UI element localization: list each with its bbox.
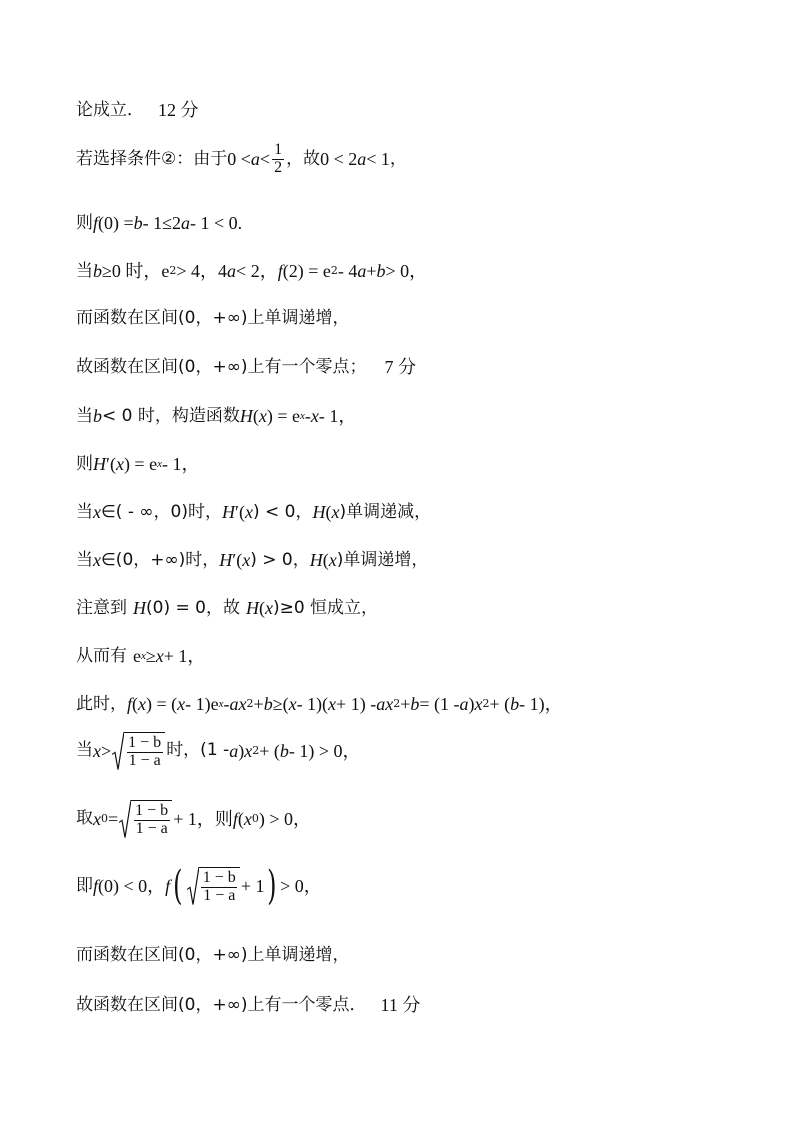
- fraction-denominator: 2: [274, 158, 283, 176]
- line-text: 当: [76, 260, 93, 281]
- math-text: - 1)，: [519, 694, 563, 714]
- math-text: 0 < 2: [320, 149, 358, 170]
- fraction-numerator: 1 − b: [128, 734, 162, 751]
- math-text: + (: [489, 694, 511, 714]
- math-var: x: [310, 406, 319, 426]
- line-text: )单调递增，: [336, 549, 429, 570]
- math-text: +: [253, 694, 264, 714]
- line-text: 当: [76, 405, 93, 426]
- math-text: e: [161, 261, 170, 281]
- line-text: 故函数在区间(0，+∞)上有一个零点．: [76, 994, 367, 1015]
- math-var: H: [222, 502, 235, 522]
- line-text: ) > 0，: [250, 549, 310, 570]
- math-text: >: [101, 740, 112, 761]
- math-var: a: [181, 213, 191, 233]
- line-text: 故函数在区间(0，+∞)上有一个零点；: [76, 356, 367, 377]
- line-text: ，故: [286, 148, 321, 169]
- fraction: [126, 735, 163, 770]
- math-var: x: [242, 550, 251, 570]
- math-var: b: [510, 694, 520, 714]
- math-text: (: [252, 406, 259, 426]
- math-var: x: [177, 694, 186, 714]
- math-text: ≥0 时，: [102, 261, 162, 281]
- math-text: > 4，4: [176, 261, 228, 281]
- math-text: (0) < 0，: [98, 876, 166, 896]
- text-line-1: [76, 101, 199, 119]
- math-text: > 0，: [280, 876, 322, 896]
- fraction-numerator: 1 − b: [135, 802, 169, 819]
- math-var: H: [239, 406, 253, 426]
- math-var: a: [357, 261, 367, 281]
- math-var: ax: [229, 694, 247, 714]
- right-paren: ): [267, 863, 277, 909]
- text-line-14: 当 x > $\frac{1 - b}{1 - a}$ 时，(1 - a ) x 2 + ( b - 1) > 0，: [76, 734, 361, 769]
- line-text: 即: [76, 875, 93, 896]
- fraction-numerator: 1 − b: [202, 869, 236, 887]
- text-line-7: [76, 407, 356, 425]
- fraction-denominator: 1 − a: [128, 751, 161, 769]
- text-line-3: [76, 214, 242, 232]
- math-text: - 1)(: [296, 694, 329, 714]
- math-text: (: [237, 808, 244, 829]
- math-text: + 1: [240, 876, 265, 896]
- math-text: + 1，则: [173, 808, 233, 829]
- math-var: f: [93, 876, 99, 896]
- line-text: 则: [76, 212, 93, 233]
- math-var: x: [328, 550, 337, 570]
- line-text: ∈( - ∞，0)时，: [101, 501, 222, 522]
- math-text: ′(: [106, 454, 116, 474]
- math-text: - 1) > 0，: [288, 740, 361, 761]
- math-text: +: [366, 261, 377, 281]
- math-var: H: [309, 550, 323, 570]
- math-text: - 1)e: [185, 694, 219, 714]
- math-var: b: [93, 261, 102, 281]
- superscript: x: [300, 410, 305, 422]
- square-root: [119, 800, 172, 838]
- line-text: 此时，: [76, 693, 127, 714]
- superscript: x: [141, 650, 146, 662]
- math-var: a: [357, 149, 367, 170]
- radical-sign-icon: [187, 867, 199, 905]
- line-text: 当: [76, 501, 93, 522]
- math-text: ′(: [235, 502, 245, 522]
- text-line-9: [76, 503, 431, 521]
- math-var: x: [328, 694, 337, 714]
- math-var: b: [376, 261, 386, 281]
- text-line-6: [76, 358, 416, 376]
- line-text: 而函数在区间(0，+∞)上单调递增，: [76, 945, 350, 965]
- score-label: 7 分: [384, 357, 416, 377]
- square-root: [187, 867, 240, 905]
- text-line-10: [76, 551, 428, 569]
- math-var: x: [93, 808, 101, 829]
- math-var: b: [410, 694, 420, 714]
- math-text: 0 <: [227, 149, 251, 170]
- math-text: -: [223, 694, 230, 714]
- math-var: x: [474, 694, 483, 714]
- line-text: 时，(1 -: [166, 740, 230, 761]
- radical-sign-icon: [119, 800, 131, 838]
- line-text: 注意到: [76, 597, 127, 618]
- math-var: a: [227, 261, 237, 281]
- line-text: < 0 时，构造函数: [102, 405, 240, 426]
- math-var: b: [93, 406, 102, 426]
- math-text: - 1，: [318, 406, 357, 426]
- math-var: x: [93, 502, 101, 522]
- math-text: ≥: [145, 646, 156, 666]
- math-var: x: [115, 454, 124, 474]
- text-line-12: [76, 647, 205, 665]
- fraction: [133, 803, 170, 838]
- math-text: ): [468, 694, 475, 714]
- fraction-denominator: 1 − a: [203, 887, 236, 904]
- line-text: )单调递减，: [339, 501, 432, 522]
- math-var: x: [243, 808, 252, 829]
- math-text: (: [322, 550, 329, 570]
- line-text: 当: [76, 740, 93, 761]
- math-var: f: [127, 694, 133, 714]
- math-var: x: [288, 694, 297, 714]
- math-text: - 1≤2: [142, 213, 182, 233]
- math-text: ) > 0，: [258, 808, 312, 829]
- text-line-4: 当 b ≥0 时， e 2 > 4，4 a < 2， f (2) = e 2 - 4 a + b > 0，: [76, 260, 428, 281]
- line-text: )≥0 恒成立，: [272, 597, 379, 618]
- math-var: x: [244, 502, 253, 522]
- line-text: 从而有: [76, 645, 127, 666]
- math-text: < 2，: [236, 261, 278, 281]
- radical-sign-icon: [112, 732, 124, 770]
- line-text: ，: [389, 148, 407, 169]
- math-text: <: [259, 149, 271, 170]
- line-text: ∈(0，+∞)时，: [101, 549, 220, 570]
- fraction-denominator: 1 − a: [135, 819, 168, 837]
- math-text: - 1，: [161, 454, 200, 474]
- fraction-numerator: 1: [274, 141, 283, 158]
- math-text: > 0，: [385, 261, 428, 281]
- line-text: 论成立．: [76, 99, 144, 120]
- text-line-2: [76, 142, 407, 177]
- math-var: f: [232, 808, 238, 829]
- math-var: f: [277, 261, 283, 281]
- math-text: - 4: [337, 261, 358, 281]
- math-var: H: [312, 502, 326, 522]
- math-text: +: [400, 694, 411, 714]
- left-paren: (: [173, 863, 183, 909]
- math-var: x: [244, 740, 253, 761]
- math-text: ) = (: [146, 694, 178, 714]
- math-var: x: [93, 740, 101, 761]
- text-line-11: [76, 599, 378, 617]
- line-text: 取: [76, 808, 93, 829]
- square-root: [112, 732, 165, 770]
- line-text: 若选择条件②：由于: [76, 148, 228, 169]
- math-text: ≥(: [272, 694, 289, 714]
- math-var: b: [133, 213, 143, 233]
- text-line-8: [76, 455, 199, 473]
- math-text: =: [108, 808, 119, 829]
- line-text: ) < 0，: [252, 501, 313, 522]
- math-var: x: [331, 502, 340, 522]
- math-var: a: [250, 149, 260, 170]
- line-text: 则: [76, 453, 93, 474]
- math-text: -: [304, 406, 311, 426]
- math-var: H: [133, 598, 146, 618]
- text-line-5: [76, 310, 350, 327]
- math-text: (0) =: [98, 213, 134, 233]
- math-text: (: [132, 694, 139, 714]
- score-label: 12 分: [158, 100, 199, 120]
- math-var: a: [459, 694, 469, 714]
- math-text: (2) = e: [282, 261, 331, 281]
- math-var: f: [165, 876, 171, 896]
- math-var: x: [258, 406, 267, 426]
- math-text: + 1) -: [336, 694, 377, 714]
- line-text: (0) = 0，故: [146, 597, 240, 618]
- math-text: (: [258, 598, 265, 618]
- math-var: b: [279, 740, 289, 761]
- math-text: ′(: [232, 550, 243, 570]
- superscript: x: [157, 458, 162, 470]
- math-var: H: [245, 598, 259, 618]
- math-text: - 1 < 0.: [190, 213, 243, 233]
- line-text: 而函数在区间(0，+∞)上单调递增，: [76, 308, 350, 328]
- math-var: x: [93, 550, 101, 570]
- math-text: ) = e: [123, 454, 158, 474]
- math-text: + 1，: [163, 646, 206, 666]
- math-var: f: [93, 213, 99, 233]
- math-text: + (: [259, 740, 280, 761]
- line-text: 当: [76, 549, 93, 570]
- math-var: x: [264, 598, 273, 618]
- math-text: e: [133, 646, 141, 666]
- text-line-15: 取 x 0 = $\frac{1 - b}{1 - a}$ + 1，则 f ( x 0 ) > 0，: [76, 802, 312, 837]
- text-line-18: [76, 996, 420, 1014]
- math-text: ) = e: [266, 406, 301, 426]
- superscript: x: [218, 698, 224, 710]
- math-text: < 1: [366, 149, 390, 170]
- text-line-17: [76, 947, 350, 964]
- math-var: H: [219, 550, 233, 570]
- math-text: ): [238, 740, 245, 761]
- text-line-16: [76, 863, 322, 909]
- math-var: b: [263, 694, 273, 714]
- score-label: 11 分: [380, 995, 421, 1015]
- math-text: = (1 -: [419, 694, 460, 714]
- math-var: ax: [376, 694, 394, 714]
- math-var: x: [155, 646, 164, 666]
- math-var: H: [93, 454, 106, 474]
- math-var: a: [229, 740, 239, 761]
- math-text: (: [325, 502, 332, 522]
- text-line-13: 此时， f ( x ) = ( x - 1)e x - ax 2 + b ≥( x - 1)( x + 1) - ax 2 + b = (1 - a ) x 2 + ( b - 1)，: [76, 693, 563, 714]
- math-var: x: [138, 694, 147, 714]
- fraction: [201, 870, 238, 905]
- fraction-one-half: [272, 142, 284, 177]
